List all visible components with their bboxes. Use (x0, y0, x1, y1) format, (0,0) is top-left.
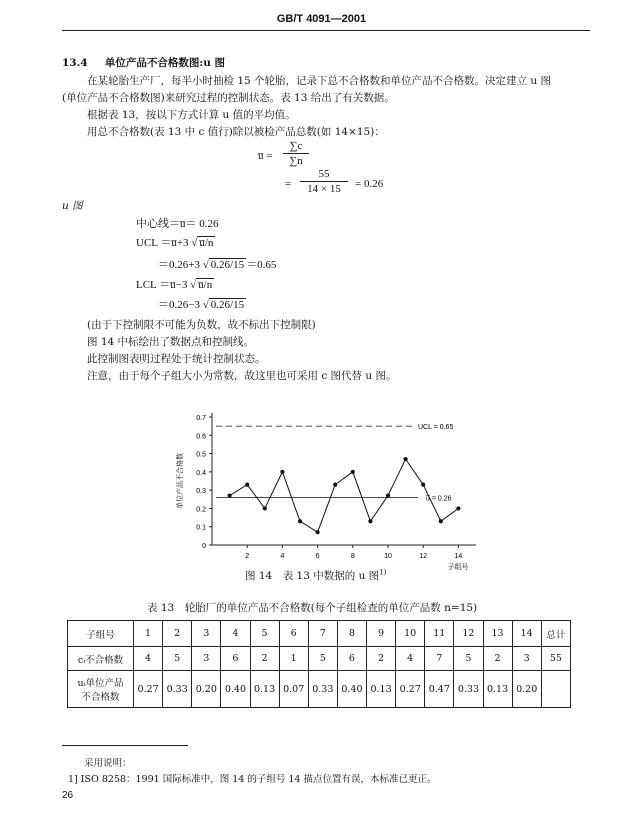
x-tick-label: 10 (384, 553, 392, 560)
header-rule (62, 30, 590, 31)
data-point (298, 519, 302, 523)
subgroup-cell: 1 (134, 621, 163, 647)
mean-lhs: u̅ = (258, 150, 273, 162)
ucl-line2-pre: ＝0.26+3 (158, 259, 200, 271)
c-value-cell: 7 (425, 647, 454, 671)
subgroup-cell: 2 (163, 621, 192, 647)
data-point (333, 483, 337, 487)
subgroup-cell: 12 (454, 621, 483, 647)
subgroup-cell: 9 (367, 621, 396, 647)
c-value-cell: 1 (279, 647, 308, 671)
c-value-cell: 6 (337, 647, 366, 671)
subgroup-cell: 5 (250, 621, 279, 647)
row-header-u-line1: uᵢ单位产品 (77, 678, 124, 689)
note-2: 图 14 中标绘出了数据点和控制线。 (87, 336, 255, 348)
mean-fraction-1 (283, 140, 309, 167)
total-header-cell: 总计 (541, 621, 570, 647)
c-value-cell: 3 (512, 647, 541, 671)
x-tick-label: 2 (245, 553, 250, 560)
ucl-sqrt: u̅/n (199, 237, 214, 249)
x-tick-label: 12 (419, 553, 428, 560)
x-axis-label: 子组号 (447, 564, 469, 570)
u-total-cell (541, 671, 570, 708)
table-row (68, 647, 571, 671)
row-header-subgroup: 子组号 (68, 621, 134, 647)
center-label: u̅ = 0.26 (426, 495, 452, 503)
subgroup-cell: 7 (308, 621, 337, 647)
subgroup-cell: 6 (279, 621, 308, 647)
mean-eq-2: = (285, 178, 292, 190)
mean-result: = 0.26 (355, 178, 384, 190)
table-row (68, 621, 571, 647)
subgroup-cell: 13 (483, 621, 512, 647)
u-value-cell: 0.20 (512, 671, 541, 708)
c-value-cell: 4 (396, 647, 425, 671)
u-value-cell: 0.47 (425, 671, 454, 708)
u-value-cell: 0.27 (134, 671, 163, 708)
ucl-line2-sqrt: 0.26/15 (210, 259, 245, 271)
y-tick-label: 0.1 (196, 524, 206, 532)
center-line-value: u̅＝ 0.26 (180, 218, 219, 230)
data-table (67, 620, 571, 708)
c-value-cell: 2 (250, 647, 279, 671)
ucl-row-2 (158, 256, 276, 272)
figure-caption-text: 图 14 表 13 中数据的 u 图 (245, 570, 380, 582)
series-line (230, 459, 459, 532)
table-row (68, 671, 571, 708)
data-point (386, 494, 390, 498)
subgroup-cell: 11 (425, 621, 454, 647)
data-point (439, 519, 443, 523)
u-value-cell: 0.13 (367, 671, 396, 708)
y-tick-label: 0.5 (196, 451, 206, 459)
lcl-label: LCL ＝ (136, 279, 171, 291)
figure-caption (245, 568, 386, 583)
lcl-expr: u̅−3 (170, 279, 188, 291)
data-point (368, 519, 372, 523)
u-value-cell: 0.27 (396, 671, 425, 708)
subgroup-cell: 14 (512, 621, 541, 647)
c-value-cell: 5 (454, 647, 483, 671)
u-value-cell: 0.33 (308, 671, 337, 708)
y-tick-label: 0.6 (196, 433, 206, 441)
data-point (263, 506, 267, 510)
x-tick-label: 6 (315, 553, 320, 560)
u-value-cell: 0.40 (337, 671, 366, 708)
ucl-label: UCL ＝ (136, 237, 172, 249)
c-value-cell: 6 (221, 647, 250, 671)
c-value-cell: 2 (367, 647, 396, 671)
y-axis-label: 单位产品不合格数 (177, 453, 184, 509)
u-value-cell: 0.33 (454, 671, 483, 708)
footnote-text: 1] ISO 8258：1991 国际标准中，图 14 的子组号 14 描点位置有误，本标准已更正。 (68, 774, 437, 785)
u-chart (160, 405, 490, 570)
row-header-u-line2: 不合格数 (81, 692, 120, 703)
u-value-cell: 0.13 (483, 671, 512, 708)
data-point (456, 506, 460, 510)
paragraph-1b: (单位产品不合格数图)来研究过程的控制状态。表 13 给出了有关数据。 (62, 92, 395, 104)
note-4: 注意，由于每个子组大小为常数，故这里也可采用 c 图代替 u 图。 (87, 370, 397, 382)
ucl-row (136, 234, 215, 250)
mean-denominator-1: ∑n (289, 155, 303, 167)
ucl-label: UCL = 0.65 (418, 424, 454, 432)
u-value-cell: 0.07 (279, 671, 308, 708)
paragraph-3: 用总不合格数(表 13 中 c 值行)除以被检产品总数(如 14×15)： (87, 126, 385, 138)
data-point (421, 483, 425, 487)
ucl-line2-post: ＝0.65 (246, 259, 277, 271)
c-value-cell: 5 (163, 647, 192, 671)
section-number: 13.4 (62, 57, 88, 69)
subgroup-cell: 10 (396, 621, 425, 647)
c-value-cell: 2 (483, 647, 512, 671)
c-value-cell: 3 (192, 647, 221, 671)
figure-footnote-ref: 1) (379, 568, 387, 577)
u-value-cell: 0.40 (221, 671, 250, 708)
note-1: (由于下控制限不可能为负数，故不标出下控制限) (87, 319, 316, 331)
lcl-line2-sqrt: 0.26/15 (210, 299, 245, 311)
ucl-expr: u̅+3 (171, 237, 189, 249)
x-tick-label: 14 (454, 553, 463, 560)
mean-denominator-2: 14 × 15 (307, 183, 341, 195)
footnote-rule (62, 745, 188, 746)
lcl-sqrt: u̅/n (198, 279, 213, 291)
u-value-cell: 0.13 (250, 671, 279, 708)
center-line-label: 中心线＝ (136, 218, 180, 230)
row-header-u (68, 671, 134, 708)
mean-numerator-2: 55 (318, 168, 330, 180)
section-heading (62, 55, 225, 70)
data-point (280, 470, 284, 474)
y-tick-label: 0.2 (196, 506, 206, 514)
subgroup-cell: 3 (192, 621, 221, 647)
sqrt-icon: √ (202, 299, 209, 311)
page-number: 26 (62, 790, 74, 801)
c-value-cell: 4 (134, 647, 163, 671)
lcl-line2-pre: ＝0.26−3 (158, 299, 200, 311)
c-total-cell: 55 (541, 647, 570, 671)
subgroup-cell: 4 (221, 621, 250, 647)
data-point (316, 530, 320, 534)
y-tick-label: 0.3 (196, 488, 206, 496)
u-value-cell: 0.33 (163, 671, 192, 708)
lcl-row (136, 276, 214, 292)
y-tick-label: 0 (202, 543, 206, 550)
x-tick-label: 8 (350, 553, 355, 560)
data-point (351, 470, 355, 474)
row-header-c: cᵢ不合格数 (68, 647, 134, 671)
standard-number: GB/T 4091—2001 (276, 13, 367, 25)
data-point (245, 483, 249, 487)
mean-fraction-2 (300, 168, 348, 195)
section-title: 单位产品不合格数图:u 图 (104, 57, 226, 69)
y-tick-label: 0.4 (196, 469, 206, 477)
sqrt-icon: √ (191, 237, 198, 249)
lcl-row-2 (158, 296, 246, 312)
c-value-cell: 5 (308, 647, 337, 671)
sqrt-icon: √ (202, 259, 209, 271)
paragraph-2: 根据表 13，按以下方式计算 u 值的平均值。 (87, 109, 296, 121)
note-3: 此控制图表明过程处于统计控制状态。 (87, 353, 266, 365)
data-point (404, 457, 408, 461)
x-tick-label: 4 (280, 553, 285, 560)
sqrt-icon: √ (190, 279, 197, 291)
paragraph-1a: 在某轮胎生产厂，每半小时抽检 15 个轮胎，记录下总不合格数和单位产品不合格数。决定建立 u 图 (87, 75, 551, 87)
subgroup-cell: 8 (337, 621, 366, 647)
u-value-cell: 0.20 (192, 671, 221, 708)
y-tick-label: 0.7 (196, 415, 206, 422)
footnote-title: 采用说明： (84, 758, 132, 769)
data-point (228, 494, 232, 498)
mean-numerator-1: ∑c (289, 140, 303, 152)
table-caption: 表 13 轮胎厂的单位产品不合格数(每个子组检查的单位产品数 n=15) (147, 602, 478, 614)
center-line-row (136, 215, 219, 231)
u-chart-label: u 图 (62, 200, 83, 212)
